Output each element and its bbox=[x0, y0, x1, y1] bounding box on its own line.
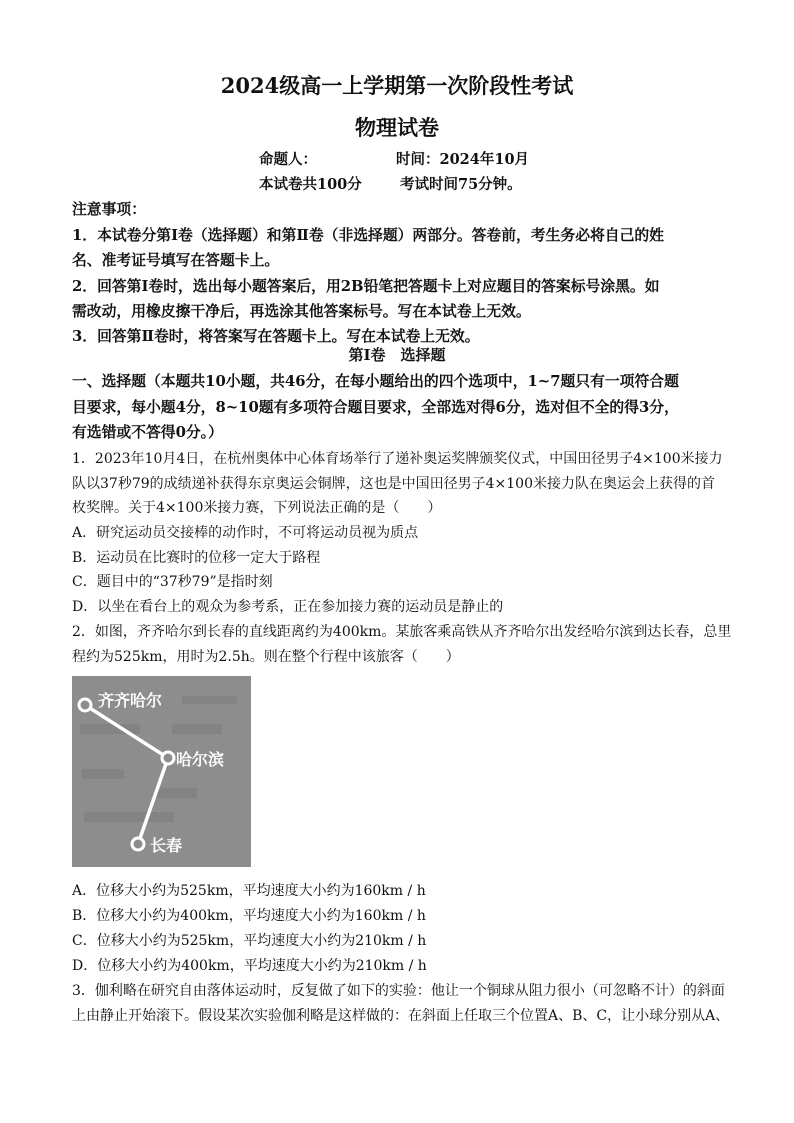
q1-option-d: D．以坐在看台上的观众为参考系，正在参加接力赛的运动员是静止的 bbox=[72, 599, 504, 615]
section-instruction: 有选错或不答得0分。） bbox=[72, 424, 223, 441]
notes-heading: 注意事项： bbox=[72, 201, 146, 218]
section-instruction: 目要求，每小题4分，8~10题有多项符合题目要求，全部选对得6分，选对但不全的得3分， bbox=[72, 399, 679, 416]
total-score: 本试卷共100分 bbox=[259, 176, 362, 193]
map-label-changchun: 长春 bbox=[150, 836, 183, 855]
q2-stem-line: 2．如图，齐齐哈尔到长春的直线距离约为400km。某旅客乘高铁从齐齐哈尔出发经哈尔滨到达长春，总里 bbox=[72, 624, 732, 640]
q1-stem-line: 1．2023年10月4日，在杭州奥体中心体育场举行了递补奥运奖牌颁奖仪式，中国田径男子4×100米接力 bbox=[72, 451, 723, 467]
note-line: 3．回答第Ⅱ卷时，将答案写在答题卡上。写在本试卷上无效。 bbox=[72, 328, 480, 345]
changchun-marker bbox=[132, 838, 144, 850]
q1-stem-line: 队以37秒79的成绩递补获得东京奥运会铜牌，这也是中国田径男子4×100米接力队在奥运会上获得的首 bbox=[72, 476, 715, 492]
qiqihar-marker bbox=[79, 699, 91, 711]
section-instruction: 一、选择题（本题共10小题，共46分，在每小题给出的四个选项中，1~7题只有一项符合题 bbox=[72, 373, 679, 390]
q1-stem-line: 枚奖牌。关于4×100米接力赛，下列说法正确的是（ ） bbox=[72, 500, 442, 516]
route-map-drawing bbox=[72, 676, 251, 867]
q3-stem-line: 上由静止开始滚下。假设某次实验伽利略是这样做的：在斜面上任取三个位置A、B、C，让小球分别从A、 bbox=[72, 1008, 730, 1024]
q2-option-c: C．位移大小约为525km，平均速度大小约为210km / h bbox=[72, 933, 427, 949]
section-title: 第Ⅰ卷 选择题 bbox=[348, 346, 446, 364]
map-label-qiqihar: 齐齐哈尔 bbox=[98, 691, 163, 710]
q1-option-b: B．运动员在比赛时的位移一定大于路程 bbox=[72, 550, 321, 566]
setter-label: 命题人： bbox=[259, 151, 317, 168]
subject-title: 物理试卷 bbox=[355, 115, 439, 140]
note-line: 名、准考证号填写在答题卡上。 bbox=[72, 252, 280, 269]
route-map bbox=[72, 676, 251, 867]
exam-duration: 考试时间75分钟。 bbox=[400, 176, 522, 193]
exam-date: 时间：2024年10月 bbox=[396, 151, 530, 168]
note-line: 需改动，用橡皮擦干净后，再选涂其他答案标号。写在本试卷上无效。 bbox=[72, 303, 531, 320]
note-line: 2．回答第Ⅰ卷时，选出每小题答案后，用2B铅笔把答题卡上对应题目的答案标号涂黑。如 bbox=[72, 278, 660, 295]
q2-option-a: A．位移大小约为525km，平均速度大小约为160km / h bbox=[72, 883, 426, 899]
q3-stem-line: 3．伽利略在研究自由落体运动时，反复做了如下的实验：他让一个铜球从阻力很小（可忽略不计）的斜面 bbox=[72, 983, 725, 999]
q1-option-a: A．研究运动员交接棒的动作时，不可将运动员视为质点 bbox=[72, 525, 419, 541]
q2-stem-line: 程约为525km，用时为2.5h。则在整个行程中该旅客（ ） bbox=[72, 649, 460, 665]
note-line: 1．本试卷分第Ⅰ卷（选择题）和第Ⅱ卷（非选择题）两部分。答卷前，考生务必将自己的姓 bbox=[72, 227, 664, 244]
harbin-marker bbox=[162, 752, 174, 764]
q1-option-c: C．题目中的“37秒79”是指时刻 bbox=[72, 574, 273, 590]
map-label-harbin: 哈尔滨 bbox=[176, 750, 225, 769]
exam-title: 2024级高一上学期第一次阶段性考试 bbox=[220, 73, 574, 98]
q2-option-b: B．位移大小约为400km，平均速度大小约为160km / h bbox=[72, 908, 426, 924]
q2-option-d: D．位移大小约为400km，平均速度大小约为210km / h bbox=[72, 958, 427, 974]
